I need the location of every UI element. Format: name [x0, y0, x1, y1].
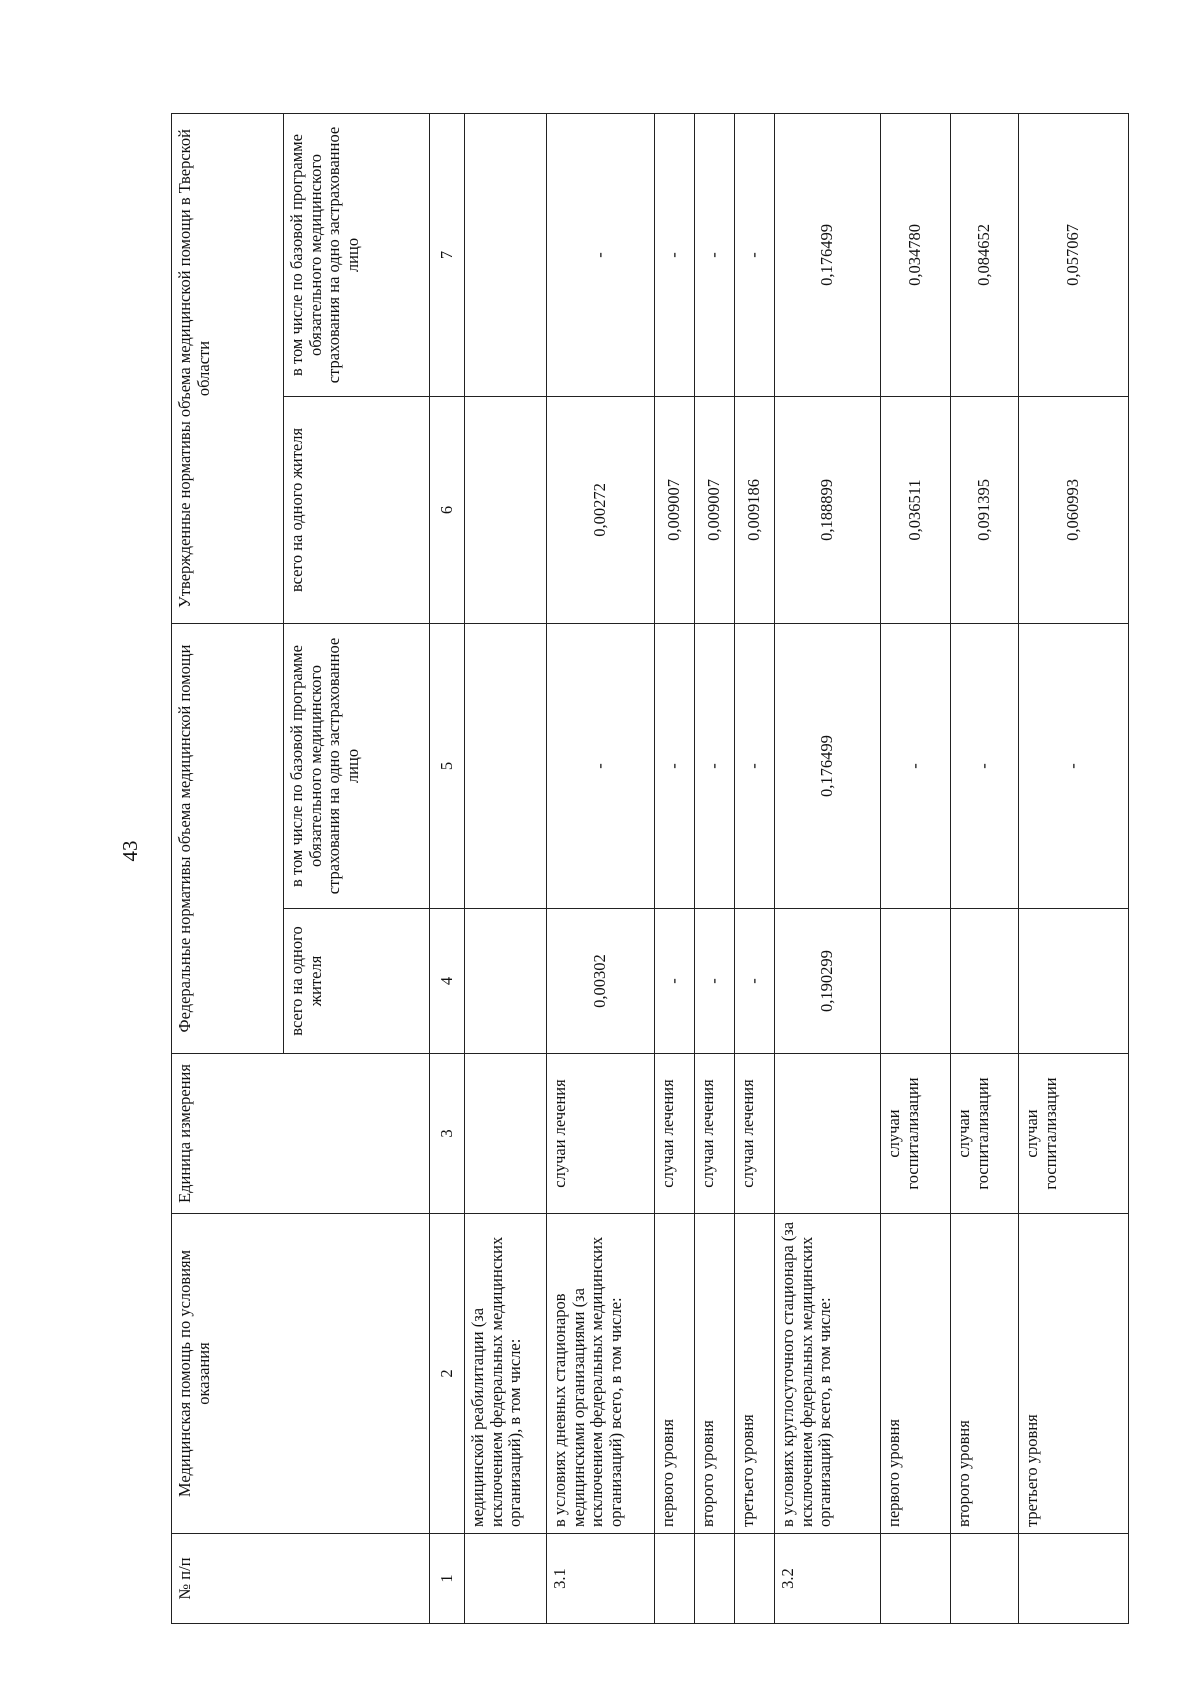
column-number: 1 — [430, 1534, 465, 1624]
row-fed-total: - — [655, 909, 695, 1054]
row-fed-oms: - — [881, 623, 951, 908]
row-fed-total — [881, 909, 951, 1054]
row-number — [655, 1534, 695, 1624]
row-reg-oms: - — [547, 113, 655, 396]
table-row — [547, 113, 655, 1623]
column-number: 4 — [430, 909, 465, 1054]
row-reg-oms: 0,084652 — [951, 113, 1019, 396]
column-number: 5 — [430, 623, 465, 908]
column-number: 7 — [430, 113, 465, 396]
row-fed-total — [465, 909, 547, 1054]
row-number — [1019, 1534, 1129, 1624]
row-fed-total: - — [695, 909, 735, 1054]
row-number — [881, 1534, 951, 1624]
row-fed-oms: - — [695, 623, 735, 908]
row-reg-total: 0,060993 — [1019, 396, 1129, 623]
row-fed-total: 0,190299 — [775, 909, 881, 1054]
row-reg-oms: 0,176499 — [775, 113, 881, 396]
row-fed-total — [951, 909, 1019, 1054]
row-fed-oms: - — [951, 623, 1019, 908]
header-row-top — [172, 113, 284, 1623]
row-unit: случаи лечения — [547, 1054, 655, 1214]
row-number — [695, 1534, 735, 1624]
header-reg-oms: в том числе по базовой программе обязательного медицинского страхования на одно застрахованное лицо — [284, 113, 430, 396]
row-care-type: второго уровня — [951, 1214, 1019, 1534]
row-reg-oms: - — [655, 113, 695, 396]
row-care-type: первого уровня — [881, 1214, 951, 1534]
row-reg-total: 0,009007 — [655, 396, 695, 623]
row-reg-total: 0,091395 — [951, 396, 1019, 623]
row-fed-total: 0,00302 — [547, 909, 655, 1054]
row-care-type: в условиях круглосуточного стационара (за исключением федеральных медицинских организаций) всего, в том числе: — [775, 1214, 881, 1534]
row-unit: случаи госпитализации — [881, 1054, 951, 1214]
table-row — [695, 113, 735, 1623]
row-care-type: первого уровня — [655, 1214, 695, 1534]
row-number — [951, 1534, 1019, 1624]
row-care-type: в условиях дневных стационаров медицинскими организациями (за исключением федеральных медицинских организаций) всего, в том числе: — [547, 1214, 655, 1534]
header-fed-total: всего на одного жителя — [284, 909, 430, 1054]
row-unit: случаи госпитализации — [1019, 1054, 1129, 1214]
header-fed-oms: в том числе по базовой программе обязательного медицинского страхования на одно застрахованное лицо — [284, 623, 430, 908]
table-row — [735, 113, 775, 1623]
row-reg-total: 0,009186 — [735, 396, 775, 623]
table-row — [655, 113, 695, 1623]
table-row — [951, 113, 1019, 1623]
header-unit: Единица измерения — [172, 1054, 430, 1214]
table-row — [881, 113, 951, 1623]
row-fed-oms: - — [547, 623, 655, 908]
row-reg-oms — [465, 113, 547, 396]
row-unit — [465, 1054, 547, 1214]
row-reg-oms: - — [695, 113, 735, 396]
row-fed-total — [1019, 909, 1129, 1054]
row-number — [465, 1534, 547, 1624]
row-unit: случаи лечения — [735, 1054, 775, 1214]
column-number: 6 — [430, 396, 465, 623]
row-care-type: второго уровня — [695, 1214, 735, 1534]
row-care-type: медицинской реабилитации (за исключением федеральных медицинских организаций), в том числе: — [465, 1214, 547, 1534]
row-fed-oms: - — [1019, 623, 1129, 908]
row-fed-oms: - — [655, 623, 695, 908]
row-reg-oms: 0,057067 — [1019, 113, 1129, 396]
rotated-table-wrapper — [171, 114, 1131, 1624]
column-number: 2 — [430, 1214, 465, 1534]
row-reg-oms: 0,034780 — [881, 113, 951, 396]
header-federal-group: Федеральные нормативы объема медицинской помощи — [172, 623, 284, 1053]
table-row — [465, 113, 547, 1623]
row-unit: случаи госпитализации — [951, 1054, 1019, 1214]
row-fed-total: - — [735, 909, 775, 1054]
row-unit: случаи лечения — [655, 1054, 695, 1214]
row-number: 3.1 — [547, 1534, 655, 1624]
row-number — [735, 1534, 775, 1624]
row-reg-total: 0,036511 — [881, 396, 951, 623]
column-numbers-row — [430, 113, 465, 1623]
row-fed-oms: - — [735, 623, 775, 908]
header-num: № п/п — [172, 1534, 430, 1624]
row-care-type: третьего уровня — [735, 1214, 775, 1534]
row-fed-oms: 0,176499 — [775, 623, 881, 908]
table-row — [1019, 113, 1129, 1623]
header-care-type: Медицинская помощь по условиям оказания — [172, 1214, 430, 1534]
medical-care-norms-table — [171, 113, 1129, 1624]
row-reg-total: 0,188899 — [775, 396, 881, 623]
row-reg-oms: - — [735, 113, 775, 396]
row-number: 3.2 — [775, 1534, 881, 1624]
row-unit: случаи лечения — [695, 1054, 735, 1214]
row-fed-oms — [465, 623, 547, 908]
page-number: 43 — [118, 840, 142, 862]
header-regional-group: Утвержденные нормативы объема медицинской помощи в Тверской области — [172, 113, 284, 623]
table-row — [775, 113, 881, 1623]
row-reg-total: 0,009007 — [695, 396, 735, 623]
row-care-type: третьего уровня — [1019, 1214, 1129, 1534]
row-reg-total — [465, 396, 547, 623]
header-reg-total: всего на одного жителя — [284, 396, 430, 623]
column-number: 3 — [430, 1054, 465, 1214]
row-reg-total: 0,00272 — [547, 396, 655, 623]
row-unit — [775, 1054, 881, 1214]
